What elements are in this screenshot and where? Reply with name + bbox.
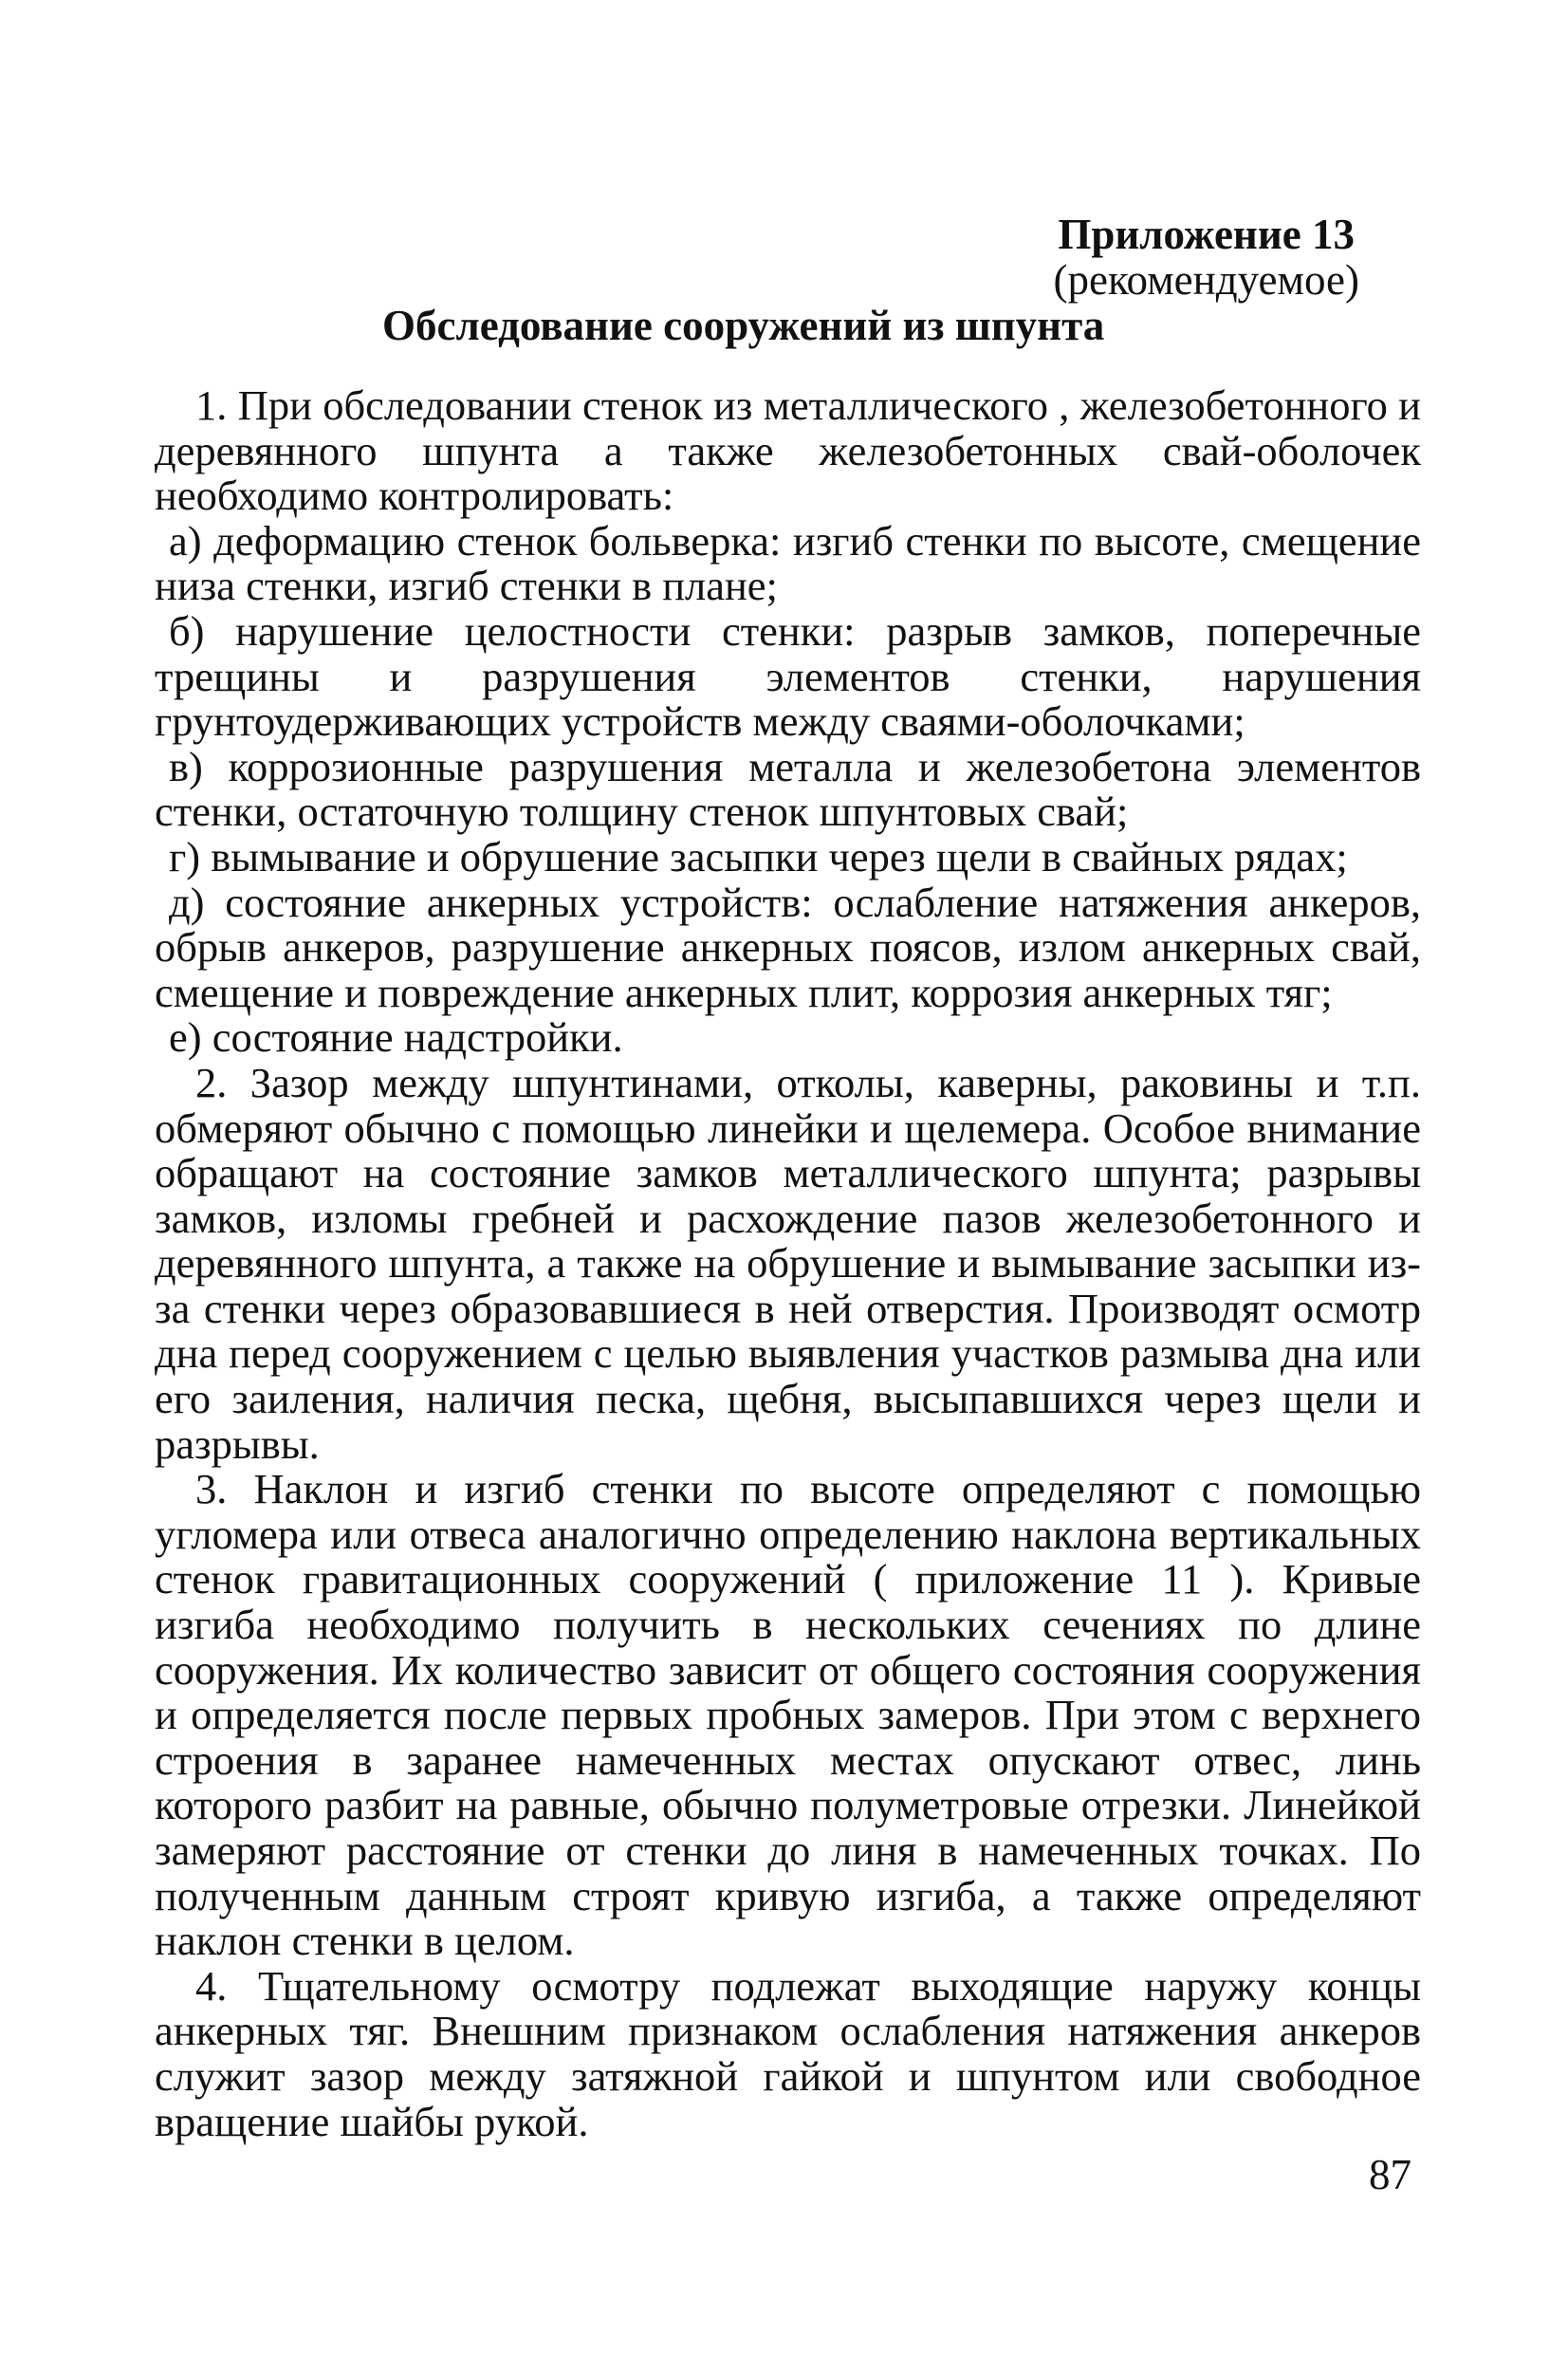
- appendix-note: (рекомендуемое): [1053, 256, 1359, 304]
- paragraph-1: 1. При обследовании стенок из металлического , железобетонного и деревянного шпунта а также железобетонных свай-оболочек необходимо контролировать:: [155, 381, 1421, 520]
- paragraph-1f: е) состояние надстройки.: [169, 1013, 623, 1062]
- paragraph-1b: б) нарушение целостности стенки: разрыв замков, поперечные трещины и разрушения элементов стенки, нарушения грунтоудерживающих устройств между сваями-оболочками;: [155, 606, 1421, 746]
- document-title: Обследование сооружений из шпунта: [382, 302, 1105, 349]
- paragraph-1c: в) коррозионные разрушения металла и железобетона элементов стенки, остаточную толщину стенок шпунтовых свай;: [155, 742, 1421, 836]
- paragraph-4: 4. Тщательному осмотру подлежат выходящие наружу концы анкерных тяг. Внешним признаком ослабления натяжения анкеров служит зазор между затяжной гайкой и шпунтом или свободное вращение шайбы рукой.: [155, 1961, 1421, 2145]
- paragraph-2: 2. Зазор между шпунтинами, отколы, каверны, раковины и т.п. обмеряют обычно с помощью линейки и щелемера. Особое внимание обращают на состояние замков металлического шпунта; разрывы замков, изломы гребней и расхождение пазов железобетонного и деревянного шпунта, а также на обрушение и вымывание засыпки из-за стенки через образовавшиеся в ней отверстия. Производят осмотр дна перед сооружением с целью выявления участков размыва дна или его заиления, наличия песка, щебня, высыпавшихся через щели и разрывы.: [155, 1058, 1421, 1468]
- page-number: 87: [1369, 2151, 1411, 2198]
- paragraph-1d: г) вымывание и обрушение засыпки через щели в свайных рядах;: [169, 832, 1348, 880]
- document-body: [155, 383, 1421, 2144]
- paragraph-3: 3. Наклон и изгиб стенки по высоте определяют с помощью угломера или отвеса аналогично определению наклона вертикальных стенок гравитационных сооружений ( приложение 11 ). Кривые изгиба необходимо получить в нескольких сечениях по длине сооружения. Их количество зависит от общего состояния сооружения и определяется после первых пробных замеров. При этом с верхнего строения в заранее намеченных местах опускают отвес, линь которого разбит на равные, обычно полуметровые отрезки. Линейкой замеряют расстояние от стенки до линя в намеченных точках. По полученным данным строят кривую изгиба, а также определяют наклон стенки в целом.: [155, 1465, 1421, 1965]
- paragraph-1e: д) состояние анкерных устройств: ослабление натяжения анкеров, обрыв анкеров, разрушение анкерных поясов, излом анкерных свай, смещение и повреждение анкерных плит, коррозия анкерных тяг;: [155, 878, 1421, 1016]
- paragraph-1a: а) деформацию стенок больверка: изгиб стенки по высоте, смещение низа стенки, изгиб стенки в плане;: [155, 516, 1421, 610]
- appendix-label: Приложение 13: [1058, 211, 1355, 258]
